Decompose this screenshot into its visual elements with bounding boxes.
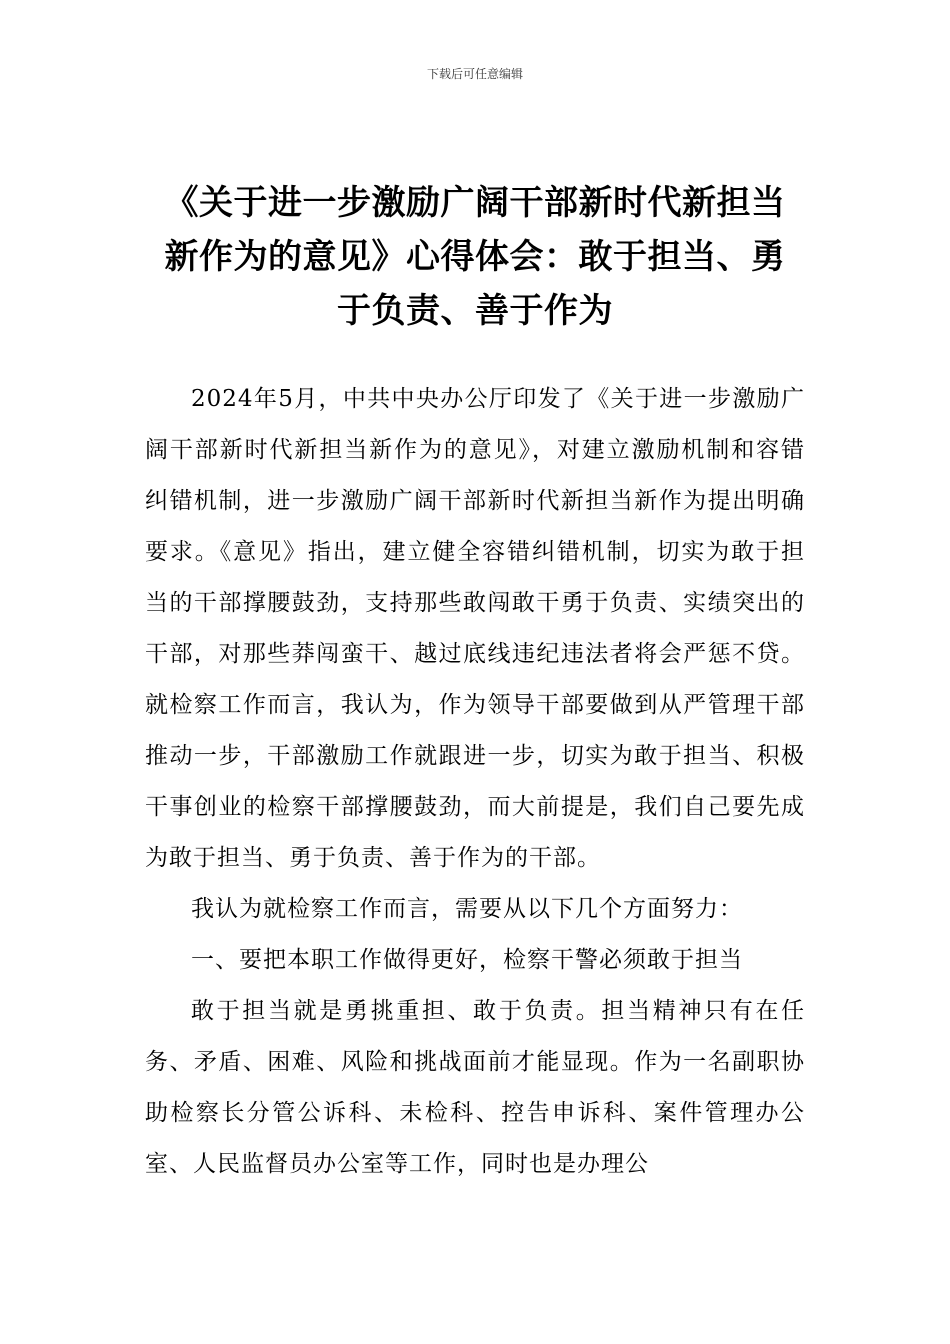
page-header: 下载后可任意编辑: [426, 67, 523, 81]
section-heading: 一、要把本职工作做得更好，检察干警必须敢于担当: [191, 947, 743, 973]
paragraph: 敢于担当就是勇挑重担、敢于负责。担当精神只有在任务、矛盾、困难、风险和挑战面前才能显现。作为一名副职协助检察长分管公诉科、未检科、控告申诉科、案件管理办公室、人民监督员办公室等工作，同时也是办理公: [145, 998, 805, 1177]
document-title: 《关于进一步激励广阔干部新时代新担当新作为的意见》心得体会：敢于担当、勇于负责、善于作为: [164, 183, 786, 331]
paragraph: 2024年5月，中共中央办公厅印发了《关于进一步激励广阔干部新时代新担当新作为的意见》，对建立激励机制和容错纠错机制，进一步激励广阔干部新时代新担当新作为提出明确要求。《意见》指出，建立健全容错纠错机制，切实为敢于担当的干部撑腰鼓劲，支持那些敢闯敢干勇于负责、实绩突出的干部，对那些莽闯蛮干、越过底线违纪违法者将会严惩不贷。就检察工作而言，我认为，作为领导干部要做到从严管理干部推动一步，干部激励工作就跟进一步，切实为敢于担当、积极干事创业的检察干部撑腰鼓劲，而大前提是，我们自己要先成为敢于担当、勇于负责、善于作为的干部。: [145, 386, 805, 871]
paragraph: 我认为就检察工作而言，需要从以下几个方面努力：: [191, 896, 743, 922]
document-body: [145, 374, 805, 1190]
